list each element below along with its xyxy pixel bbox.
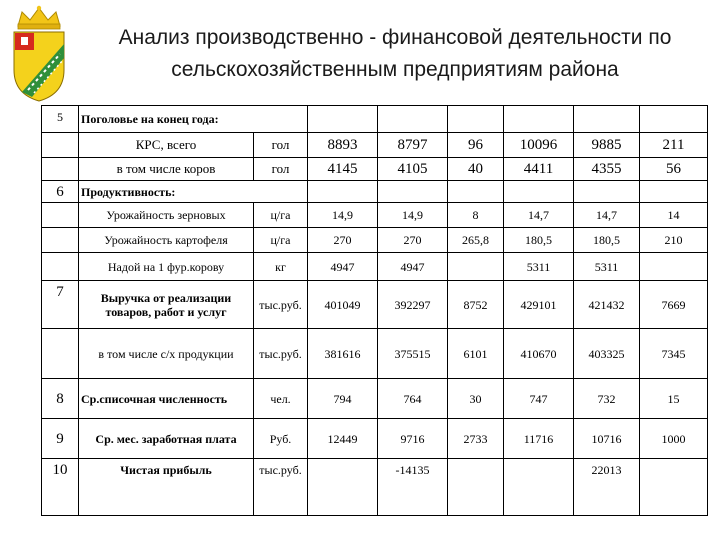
indicator-cell: в том числе коров <box>79 158 254 181</box>
value-cell: 410670 <box>504 329 574 379</box>
value-cell: 4947 <box>308 253 378 281</box>
value-cell: 9885 <box>574 133 640 158</box>
value-cell: 10096 <box>504 133 574 158</box>
page-title <box>80 22 710 86</box>
value-cell: 2733 <box>448 419 504 459</box>
value-cell: 14,7 <box>574 203 640 228</box>
value-cell: 270 <box>308 228 378 253</box>
table-row <box>42 203 708 228</box>
value-cell: 10716 <box>574 419 640 459</box>
value-cell: 22013 <box>574 459 640 516</box>
value-cell: 210 <box>640 228 708 253</box>
indicator-cell: Выручка от реализации товаров, работ и услуг <box>79 281 254 329</box>
table-row <box>42 181 708 203</box>
value-cell: 265,8 <box>448 228 504 253</box>
value-cell: 401049 <box>308 281 378 329</box>
value-cell: 14,9 <box>308 203 378 228</box>
value-cell: 6101 <box>448 329 504 379</box>
indicator-cell: Поголовье на конец года: <box>79 106 308 133</box>
value-cell: 180,5 <box>504 228 574 253</box>
value-cell <box>504 181 574 203</box>
value-cell: 794 <box>308 379 378 419</box>
value-cell: 14,7 <box>504 203 574 228</box>
row-number: 10 <box>42 459 79 516</box>
value-cell: 12449 <box>308 419 378 459</box>
value-cell: 7345 <box>640 329 708 379</box>
value-cell <box>640 253 708 281</box>
value-cell: 8797 <box>378 133 448 158</box>
value-cell: 1000 <box>640 419 708 459</box>
value-cell <box>378 106 448 133</box>
indicator-cell: КРС, всего <box>79 133 254 158</box>
value-cell: 270 <box>378 228 448 253</box>
table-row <box>42 228 708 253</box>
value-cell <box>504 106 574 133</box>
value-cell: 4145 <box>308 158 378 181</box>
row-number <box>42 158 79 181</box>
unit-cell: ц/га <box>254 228 308 253</box>
value-cell: 9716 <box>378 419 448 459</box>
row-number: 7 <box>42 281 79 329</box>
value-cell: 8 <box>448 203 504 228</box>
table-row <box>42 133 708 158</box>
table-row <box>42 329 708 379</box>
value-cell <box>640 181 708 203</box>
title-line-1: Анализ производственно - финансовой деятельности по <box>118 26 672 49</box>
table-row <box>42 459 708 516</box>
value-cell: 14,9 <box>378 203 448 228</box>
row-number: 5 <box>42 106 79 133</box>
value-cell <box>574 181 640 203</box>
value-cell: 96 <box>448 133 504 158</box>
table-row <box>42 158 708 181</box>
row-number: 9 <box>42 419 79 459</box>
table-row <box>42 253 708 281</box>
value-cell: 381616 <box>308 329 378 379</box>
value-cell: 4947 <box>378 253 448 281</box>
row-number <box>42 253 79 281</box>
value-cell: 30 <box>448 379 504 419</box>
value-cell: 56 <box>640 158 708 181</box>
value-cell <box>448 181 504 203</box>
indicator-cell: Продуктивность: <box>79 181 308 203</box>
unit-cell: тыс.руб. <box>254 329 308 379</box>
table-row <box>42 281 708 329</box>
value-cell <box>574 106 640 133</box>
indicator-cell: Надой на 1 фур.корову <box>79 253 254 281</box>
value-cell: 764 <box>378 379 448 419</box>
value-cell <box>504 459 574 516</box>
unit-cell: Руб. <box>254 419 308 459</box>
unit-cell: тыс.руб. <box>254 459 308 516</box>
unit-cell: гол <box>254 158 308 181</box>
title-line-2: сельскохозяйственным предприятиям района <box>171 58 619 81</box>
unit-cell: гол <box>254 133 308 158</box>
row-number <box>42 329 79 379</box>
indicator-cell: Чистая прибыль <box>79 459 254 516</box>
value-cell: 14 <box>640 203 708 228</box>
row-number: 8 <box>42 379 79 419</box>
indicator-cell: в том числе с/х продукции <box>79 329 254 379</box>
value-cell <box>308 106 378 133</box>
value-cell <box>448 106 504 133</box>
value-cell: 15 <box>640 379 708 419</box>
value-cell: 4105 <box>378 158 448 181</box>
value-cell: 421432 <box>574 281 640 329</box>
unit-cell: кг <box>254 253 308 281</box>
row-number <box>42 133 79 158</box>
indicator-cell: Урожайность зерновых <box>79 203 254 228</box>
value-cell: 392297 <box>378 281 448 329</box>
value-cell: 8752 <box>448 281 504 329</box>
value-cell: 403325 <box>574 329 640 379</box>
value-cell: 429101 <box>504 281 574 329</box>
value-cell: 40 <box>448 158 504 181</box>
value-cell <box>448 459 504 516</box>
financial-analysis-table <box>41 105 708 516</box>
value-cell: 747 <box>504 379 574 419</box>
value-cell: 732 <box>574 379 640 419</box>
indicator-cell: Урожайность картофеля <box>79 228 254 253</box>
value-cell: 180,5 <box>574 228 640 253</box>
value-cell: 8893 <box>308 133 378 158</box>
value-cell: 375515 <box>378 329 448 379</box>
indicator-cell: Ср.списочная численность <box>79 379 254 419</box>
row-number <box>42 203 79 228</box>
value-cell: 7669 <box>640 281 708 329</box>
value-cell: 4355 <box>574 158 640 181</box>
value-cell <box>378 181 448 203</box>
table-row <box>42 419 708 459</box>
coat-of-arms-emblem <box>8 4 70 104</box>
value-cell <box>640 459 708 516</box>
table-row <box>42 106 708 133</box>
row-number <box>42 228 79 253</box>
value-cell: 5311 <box>574 253 640 281</box>
value-cell: -14135 <box>378 459 448 516</box>
unit-cell: тыс.руб. <box>254 281 308 329</box>
unit-cell: чел. <box>254 379 308 419</box>
unit-cell: ц/га <box>254 203 308 228</box>
row-number: 6 <box>42 181 79 203</box>
indicator-cell: Ср. мес. заработная плата <box>79 419 254 459</box>
value-cell: 211 <box>640 133 708 158</box>
value-cell: 11716 <box>504 419 574 459</box>
value-cell <box>308 181 378 203</box>
value-cell: 4411 <box>504 158 574 181</box>
value-cell <box>640 106 708 133</box>
value-cell <box>448 253 504 281</box>
value-cell <box>308 459 378 516</box>
table-row <box>42 379 708 419</box>
value-cell: 5311 <box>504 253 574 281</box>
